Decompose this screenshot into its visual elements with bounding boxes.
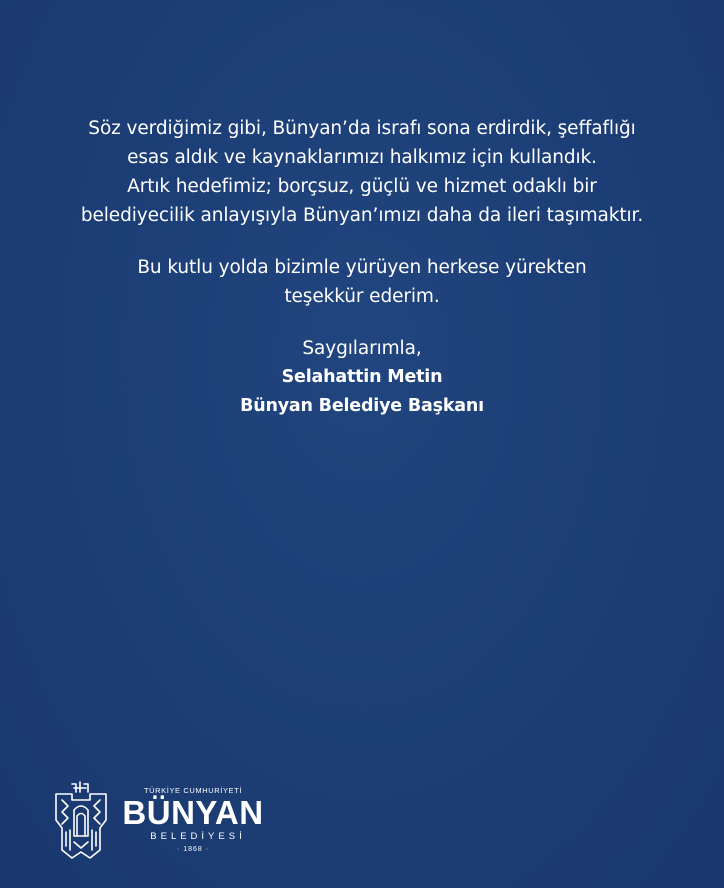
message-line: Söz verdiğimiz gibi, Bünyan’da israfı sona erdirdik, şeffaflığı: [88, 118, 636, 139]
message-line: Bu kutlu yolda bizimle yürüyen herkese yürekten: [137, 257, 587, 278]
logo-wordmark: [118, 786, 268, 856]
message-line: esas aldık ve kaynaklarımızı halkımız için kullandık.: [127, 147, 597, 168]
message-block: [20, 114, 704, 421]
logo-year-text: · 1868 ·: [176, 846, 210, 853]
message-paragraph-2: [20, 253, 704, 311]
logo-top-text: TÜRKİYE CUMHURİYETİ: [143, 786, 243, 795]
message-line: teşekkür ederim.: [284, 286, 440, 307]
logo-main-text: BÜNYAN: [122, 794, 264, 831]
signature-name: Selahattin Metin: [281, 367, 443, 387]
signature-block: [20, 334, 704, 421]
municipality-logo: [50, 780, 290, 870]
message-line: Artık hedefimiz; borçsuz, güçlü ve hizmet odaklı bir: [127, 176, 597, 197]
message-paragraph-1: [20, 114, 704, 230]
logo-sub-text: BELEDİYESİ: [150, 831, 246, 842]
municipality-emblem-icon: [50, 780, 112, 862]
message-line: belediyecilik anlayışıyla Bünyan’ımızı daha da ileri taşımaktır.: [80, 205, 644, 226]
signature-closing: Saygılarımla,: [302, 338, 422, 359]
signature-title: Bünyan Belediye Başkanı: [240, 396, 484, 416]
